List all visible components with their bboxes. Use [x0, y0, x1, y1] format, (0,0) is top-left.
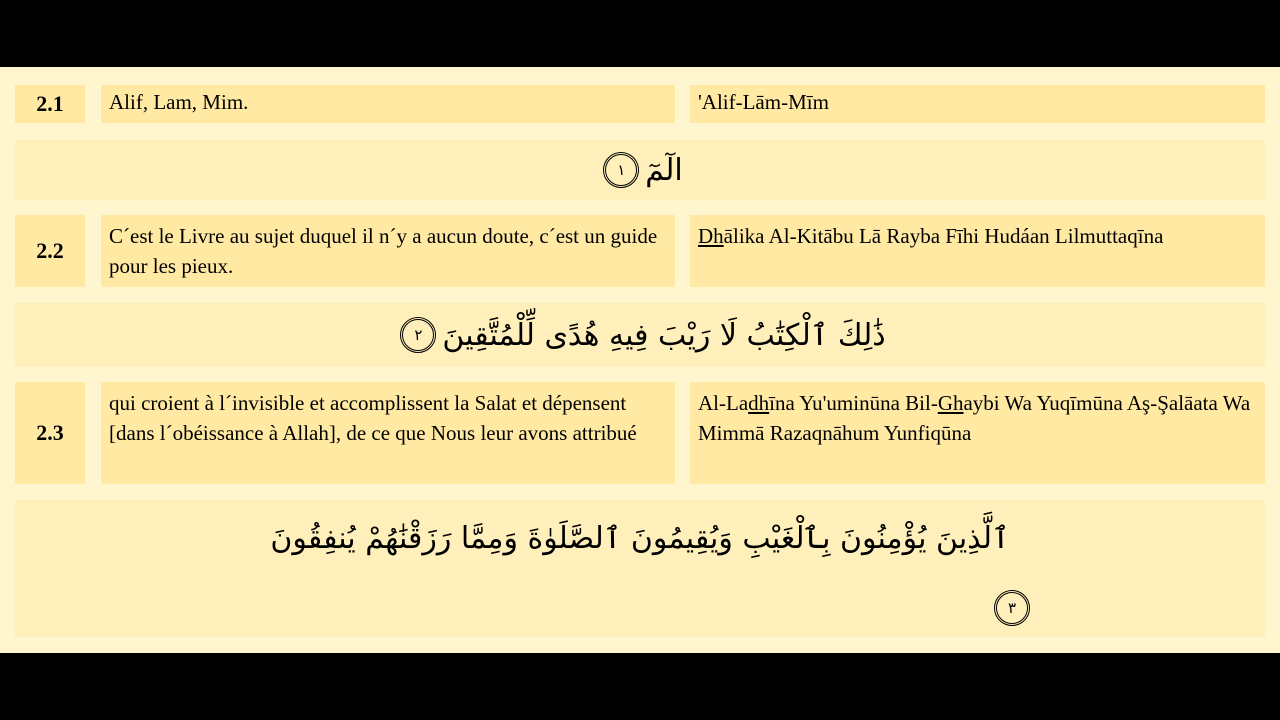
verse-number: 2.3	[15, 382, 85, 484]
arabic-text: ٱلَّذِينَ يُؤْمِنُونَ بِٱلْغَيْبِ وَيُقِيمُونَ ٱلصَّلَوٰةَ وَمِمَّا رَزَقْنَٰهُمْ يُنفِقُونَ	[270, 520, 1010, 556]
arabic-verse-box	[15, 140, 1265, 200]
verse-panel	[0, 67, 1280, 653]
verse-end-marker-icon: ٣	[994, 590, 1030, 626]
arabic-verse-box	[15, 500, 1265, 637]
arabic-text: الٓمٓ	[645, 152, 683, 188]
translit-text: aybi Wa Yuqīmūna Aş-Şalāata Wa Mimmā Razaqnāhum Yunfiqūna	[698, 391, 1251, 445]
arabic-text: ذَٰلِكَ ٱلْكِتَٰبُ لَا رَيْبَ فِيهِ هُدًى لِّلْمُتَّقِينَ	[442, 317, 886, 353]
french-translation: Alif, Lam, Mim.	[101, 85, 675, 123]
french-translation: qui croient à l´invisible et accomplissent la Salat et dépensent [dans l´obéissance à Allah], de ce que Nous leur avons attribué	[101, 382, 675, 484]
verse-end-marker-icon: ١	[603, 152, 639, 188]
translit-text: Al-La	[698, 391, 749, 415]
translit-underlined: Dh	[698, 224, 724, 248]
french-translation: C´est le Livre au sujet duquel il n´y a aucun doute, c´est un guide pour les pieux.	[101, 215, 675, 287]
translit-underlined: Gh	[937, 391, 964, 415]
transliteration	[690, 215, 1265, 287]
arabic-verse-box	[15, 303, 1265, 367]
translit-text: īna Yu'uminūna Bil-	[769, 391, 938, 415]
transliteration	[690, 382, 1265, 484]
verse-end-marker-icon: ٢	[400, 317, 436, 353]
verse-number: 2.1	[15, 85, 85, 123]
marker-wrap	[988, 590, 1036, 626]
verse-number: 2.2	[15, 215, 85, 287]
transliteration: 'Alif-Lām-Mīm	[690, 85, 1265, 123]
translit-underlined: dh	[748, 391, 770, 415]
translit-text: ālika Al-Kitābu Lā Rayba Fīhi Hudáan Lilmuttaqīna	[723, 224, 1164, 248]
